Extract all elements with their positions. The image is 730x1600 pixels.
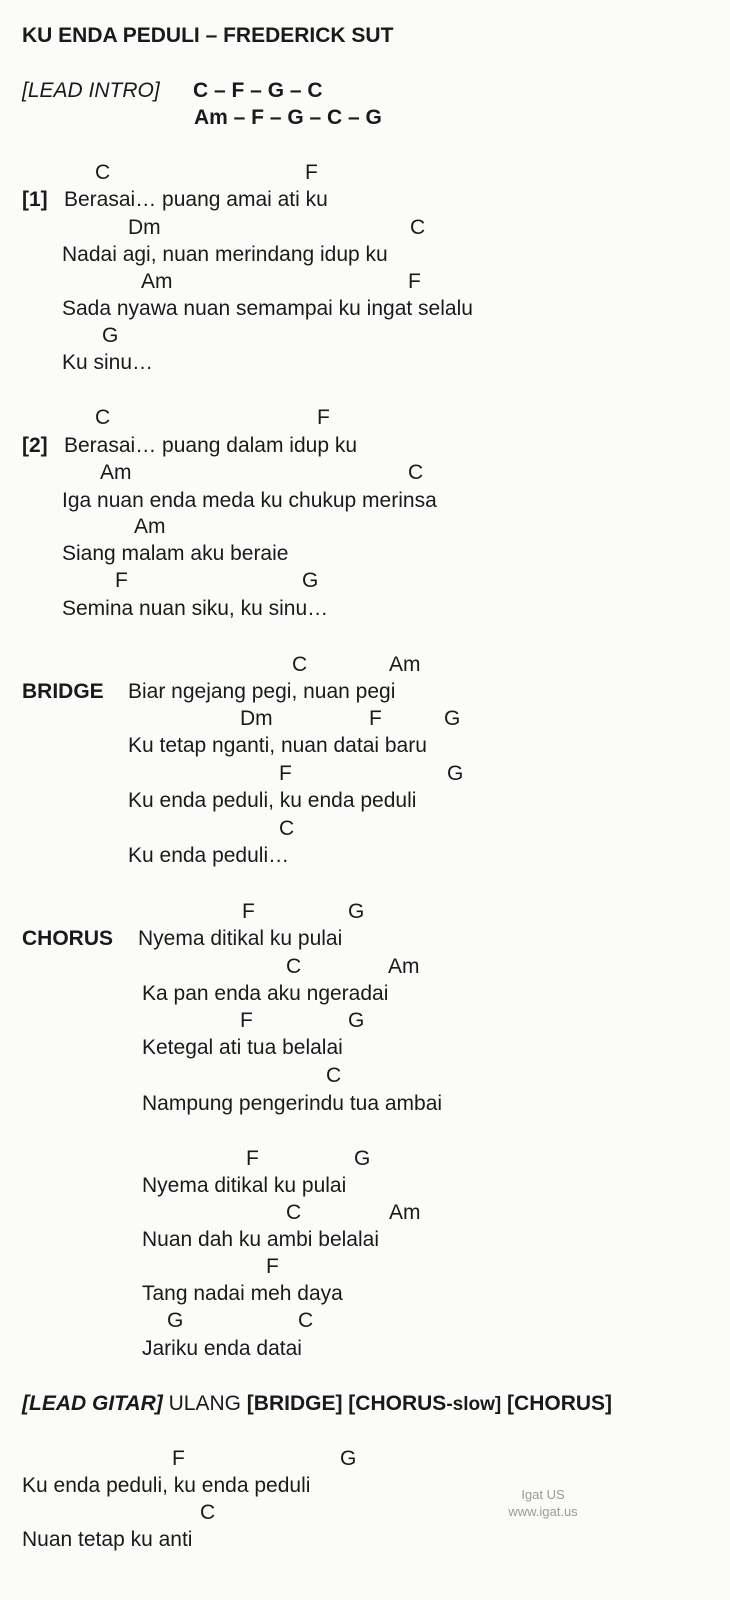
chord: Am — [389, 653, 421, 676]
chord: C — [410, 216, 426, 239]
chord: F — [279, 762, 292, 785]
lyric-line: Biar ngejang pegi, nuan pegi — [128, 680, 396, 703]
chord: C — [298, 1309, 314, 1332]
chord: F — [266, 1255, 279, 1278]
chord: C — [200, 1501, 216, 1524]
chord: F — [246, 1147, 259, 1170]
chord: G — [354, 1147, 371, 1170]
slow-suffix: -slow] — [446, 1394, 502, 1415]
chord: C — [408, 461, 424, 484]
lyric-line: Ketegal ati tua belalai — [142, 1036, 343, 1059]
lead-gitar-label: [LEAD GITAR] — [22, 1392, 163, 1415]
lyric-line: Ka pan enda aku ngeradai — [142, 982, 389, 1005]
chord: C — [292, 653, 308, 676]
lyric-line: Ku sinu… — [62, 351, 154, 374]
intro-chords-2: Am – F – G – C – G — [194, 106, 382, 129]
section-label-chorus: CHORUS — [22, 927, 114, 950]
chord: Am — [389, 1201, 421, 1224]
watermark-url: www.igat.us — [508, 1504, 578, 1519]
intro-label: [LEAD INTRO] — [22, 79, 160, 102]
lyric-line: Ku enda peduli… — [128, 844, 290, 867]
song-title: KU ENDA PEDULI – FREDERICK SUT — [22, 24, 394, 47]
chord: Am — [388, 955, 420, 978]
chord: Am — [134, 515, 166, 538]
verse-number: [2] — [22, 434, 48, 457]
chord: G — [167, 1309, 184, 1332]
lyric-line: Nyema ditikal ku pulai — [142, 1174, 347, 1197]
chord: G — [102, 324, 119, 347]
chorus-slow-ref: [CHORUS — [342, 1392, 447, 1415]
chord: Am — [141, 270, 173, 293]
lyric-line: Ku enda peduli, ku enda peduli — [128, 789, 417, 812]
chord: C — [279, 817, 295, 840]
lyric-line: Ku tetap nganti, nuan datai baru — [128, 734, 427, 757]
lyric-line: Ku enda peduli, ku enda peduli — [22, 1474, 311, 1497]
repeat-instruction — [22, 1392, 612, 1417]
chord: C — [286, 1201, 302, 1224]
chord: C — [95, 406, 111, 429]
lyric-line: Berasai… puang amai ati ku — [64, 188, 328, 211]
lyric-line: Iga nuan enda meda ku chukup merinsa — [62, 489, 437, 512]
section-label-bridge: BRIDGE — [22, 680, 104, 703]
lyric-line: Nampung pengerindu tua ambai — [142, 1092, 443, 1115]
chord: G — [444, 707, 461, 730]
chord: F — [115, 569, 128, 592]
ulang-text: ULANG — [162, 1392, 247, 1415]
chord: C — [326, 1064, 342, 1087]
lyric-line: Sada nyawa nuan semampai ku ingat selalu — [62, 297, 473, 320]
watermark-name: Igat US — [521, 1487, 565, 1502]
lyric-line: Nyema ditikal ku pulai — [138, 927, 343, 950]
lyric-line: Siang malam aku beraie — [62, 542, 289, 565]
chord: G — [348, 900, 365, 923]
intro-chords-1: C – F – G – C — [193, 79, 323, 102]
chord: F — [240, 1009, 253, 1032]
lyric-line: Nuan dah ku ambi belalai — [142, 1228, 379, 1251]
chord: G — [348, 1009, 365, 1032]
chorus-ref: [CHORUS] — [501, 1392, 613, 1415]
watermark — [488, 1486, 598, 1520]
chord: G — [340, 1447, 357, 1470]
chord: F — [242, 900, 255, 923]
chord: Dm — [128, 216, 161, 239]
chord: Dm — [240, 707, 273, 730]
verse-number: [1] — [22, 188, 48, 211]
chord: C — [95, 161, 111, 184]
chord: F — [369, 707, 382, 730]
lyric-line: Nuan tetap ku anti — [22, 1528, 193, 1551]
bridge-ref: [BRIDGE] — [246, 1392, 343, 1415]
chord: G — [302, 569, 319, 592]
lyric-line: Tang nadai meh daya — [142, 1282, 343, 1305]
lyric-line: Berasai… puang dalam idup ku — [64, 434, 358, 457]
chord: F — [408, 270, 421, 293]
lyric-line: Semina nuan siku, ku sinu… — [62, 597, 329, 620]
lyric-line: Jariku enda datai — [142, 1337, 302, 1360]
chord: F — [305, 161, 318, 184]
chord: C — [286, 955, 302, 978]
chord: Am — [100, 461, 132, 484]
lyric-line: Nadai agi, nuan merindang idup ku — [62, 243, 388, 266]
chord: G — [447, 762, 464, 785]
chord: F — [172, 1447, 185, 1470]
chord: F — [317, 406, 330, 429]
